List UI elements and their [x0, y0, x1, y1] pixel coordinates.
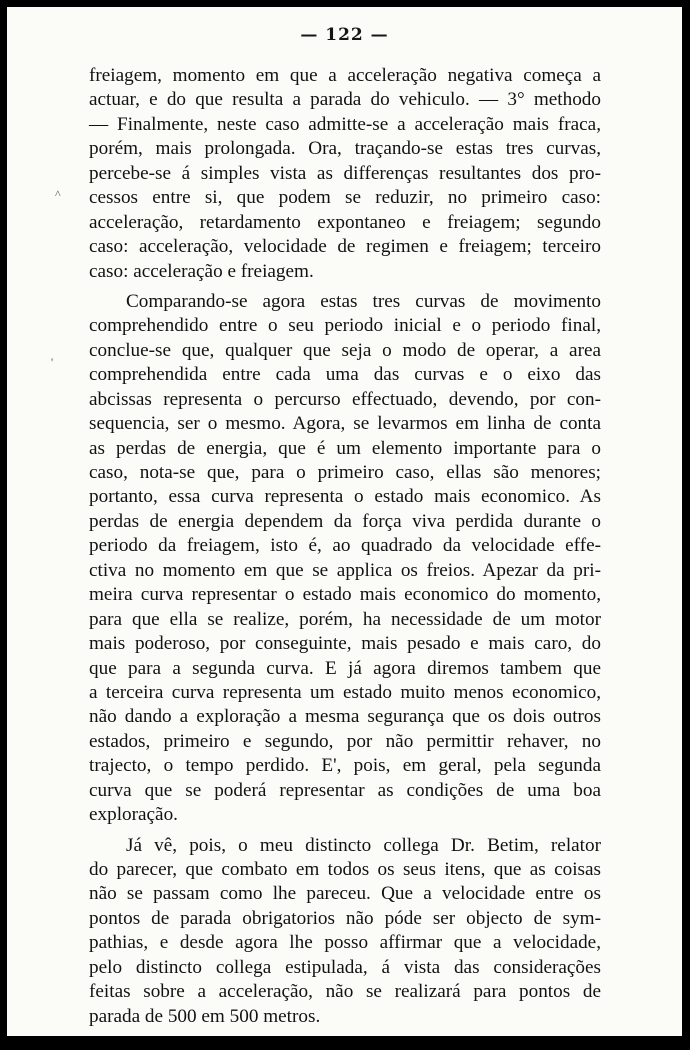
text-line: que para a segunda curva. E já agora diremos tambem que	[89, 657, 601, 679]
text-line: curva que se poderá representar as condições de uma boa	[89, 779, 601, 801]
text-line: Comparando-se agora estas tres curvas de movimento	[126, 290, 601, 312]
text-line: freiagem, momento em que a acceleração negativa começa a	[89, 65, 601, 86]
text-line: meira curva representar o estado mais economico do momento,	[89, 584, 601, 606]
page-number: — 122 —	[300, 25, 389, 45]
text-line: acceleração, retardamento expontaneo e freiagem; segundo	[89, 211, 601, 233]
text-line: do parecer, que combato em todos os seus itens, que as coisas	[89, 859, 601, 880]
text-line: pontos de parada obrigatorios não póde ser objecto de sym-	[89, 907, 601, 929]
text-line: sequencia, ser o mesmo. Agora, se levarmos em linha de conta	[89, 413, 601, 435]
text-line: porém, mais prolongada. Ora, traçando-se estas tres curvas,	[89, 138, 601, 160]
paragraph	[89, 834, 601, 1030]
text-line: as perdas de energia, que é um elemento importante para o	[89, 437, 601, 459]
text-line: não dando a exploração a mesma segurança que os dois outros	[89, 706, 601, 728]
body-text	[89, 64, 601, 1029]
text-line: feitas sobre a acceleração, não se realizará para pontos de	[89, 981, 601, 1003]
text-line: comprehendido entre o seu periodo inicial e o periodo final,	[89, 315, 601, 337]
text-line: trajecto, o tempo perdido. E', pois, em geral, pela segunda	[89, 755, 601, 777]
paragraph	[89, 290, 601, 828]
text-line: não se passam como lhe pareceu. Que a velocidade entre os	[89, 883, 601, 905]
text-line: pathias, e desde agora lhe posso affirmar que a velocidade,	[89, 932, 601, 954]
text-line: comprehendida entre cada uma das curvas e o eixo das	[89, 364, 601, 386]
text-line: percebe-se á simples vista as differenças resultantes dos pro-	[89, 162, 601, 184]
text-line: parada de 500 em 500 metros.	[89, 1005, 321, 1027]
book-page	[7, 7, 682, 1036]
text-line: mais poderoso, por conseguinte, mais pesado e mais caro, do	[89, 633, 601, 655]
text-line: abcissas representa o percurso effectuado, devendo, por con-	[89, 388, 601, 410]
text-line: caso, nota-se que, para o primeiro caso, ellas são menores;	[89, 462, 601, 483]
text-line: perdas de energia dependem da força viva perdida durante o	[89, 510, 601, 532]
text-line: actuar, e do que resulta a parada do vehiculo. — 3° methodo	[89, 89, 601, 111]
text-line: cessos entre si, que podem se reduzir, no primeiro caso:	[89, 187, 601, 209]
text-line: a terceira curva representa um estado muito menos economico,	[89, 681, 601, 703]
text-line: periodo da freiagem, isto é, ao quadrado da velocidade effe-	[89, 535, 601, 557]
text-line: exploração.	[89, 804, 178, 826]
text-line: caso: acceleração, velocidade de regimen e freiagem; terceiro	[89, 236, 601, 258]
text-line: — Finalmente, neste caso admitte-se a acceleração mais fraca,	[89, 113, 601, 135]
margin-speck: ^	[55, 187, 61, 201]
text-line: Já vê, pois, o meu distincto collega Dr. Betim, relator	[126, 834, 601, 856]
text-line: portanto, essa curva representa o estado mais economico. As	[89, 486, 601, 508]
text-line: conclue-se que, qualquer que seja o modo de operar, a area	[89, 339, 601, 361]
text-line: pelo distincto collega estipulada, á vista das considerações	[89, 956, 601, 978]
paragraph	[89, 64, 601, 284]
margin-speck: '	[51, 355, 54, 369]
text-line: para que ella se realize, porém, ha necessidade de um motor	[89, 608, 601, 630]
text-line: caso: acceleração e freiagem.	[89, 260, 314, 282]
text-line: estados, primeiro e segundo, por não permittir rehaver, no	[89, 730, 601, 752]
text-line: ctiva no momento em que se applica os freios. Apezar da pri-	[89, 559, 601, 581]
